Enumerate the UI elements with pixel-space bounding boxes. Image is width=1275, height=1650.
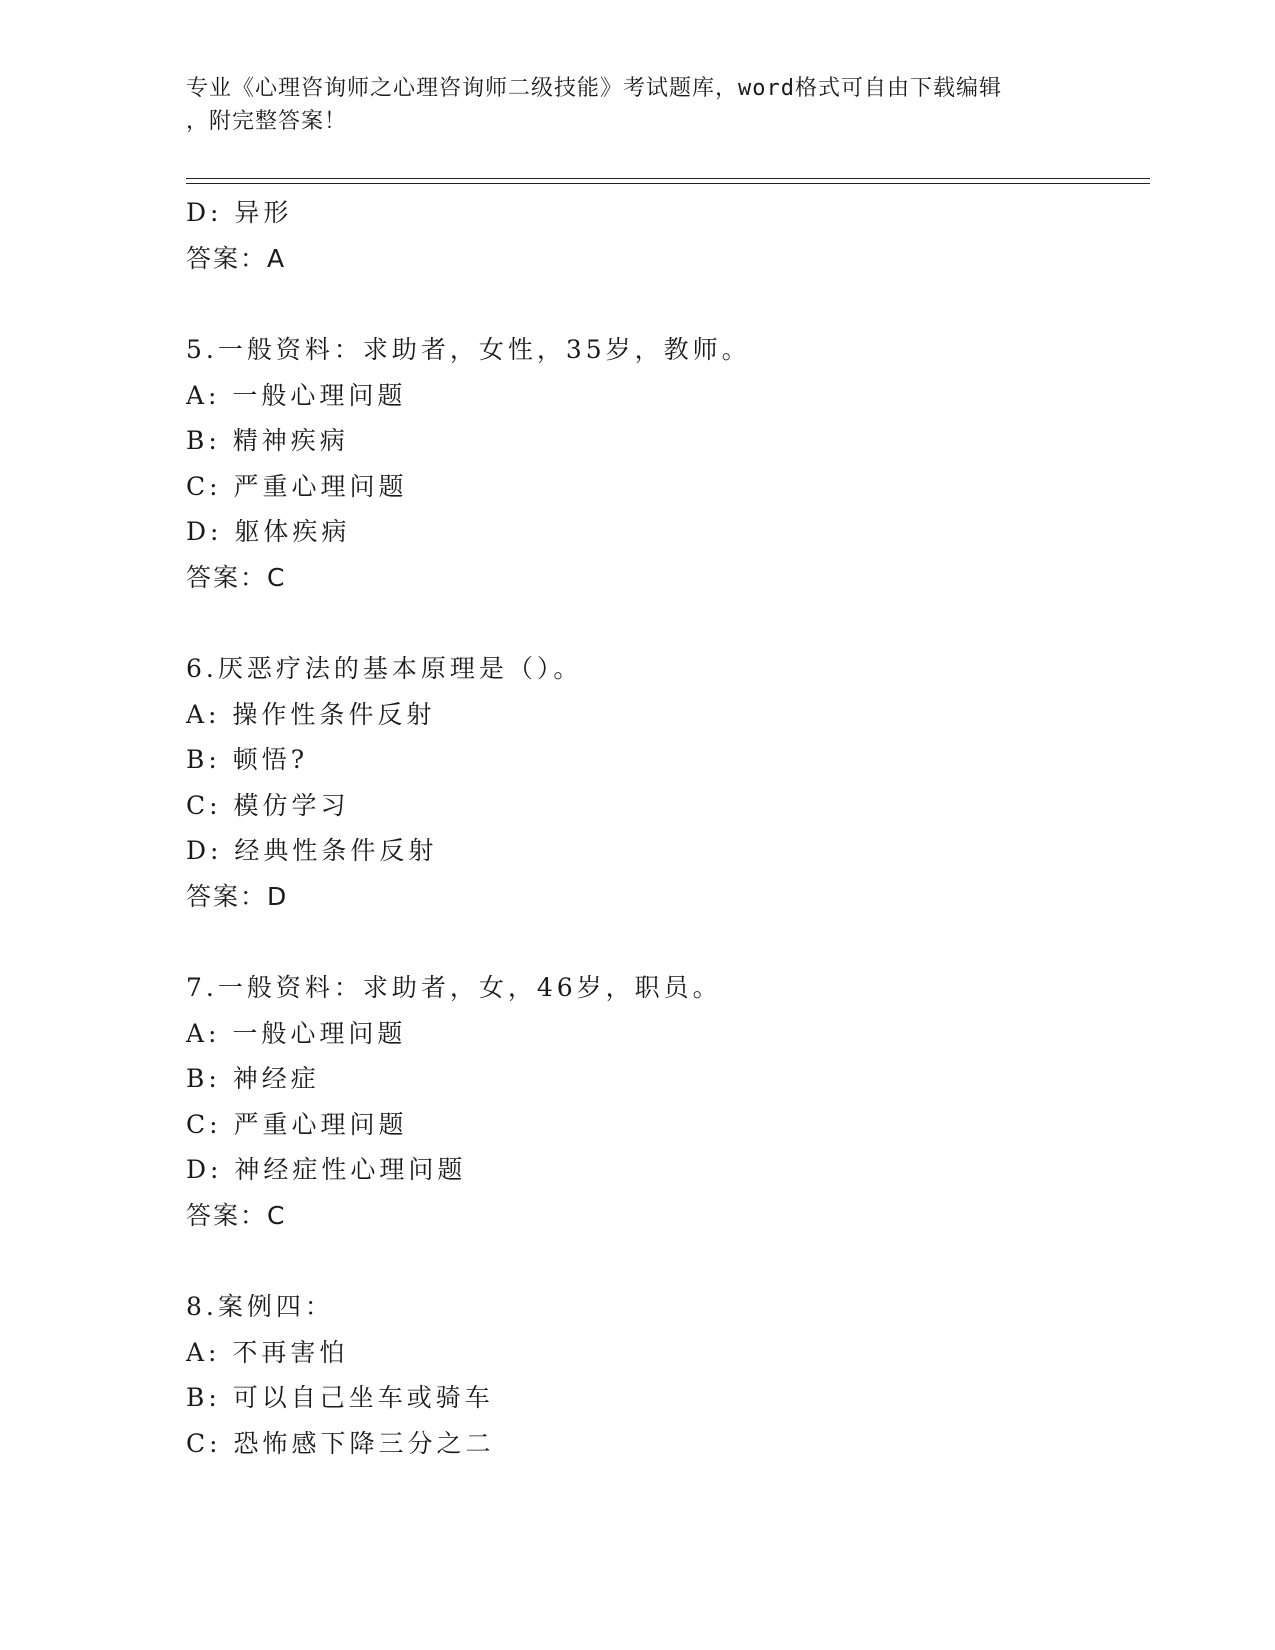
option-c: C: 模仿学习: [186, 790, 350, 820]
question-stem: 8.案例四：: [186, 1292, 334, 1321]
option-a: A: 一般心理问题: [186, 380, 407, 410]
option-d: D: 躯体疾病: [186, 517, 351, 546]
header-title-line-2: ，附完整答案！: [186, 109, 348, 134]
header-divider-top: [186, 178, 1150, 179]
answer-line: 答案：C: [186, 1200, 287, 1230]
option-d: D: 异形: [186, 198, 293, 227]
option-d: D: 经典性条件反射: [186, 836, 438, 865]
answer-line: 答案：C: [186, 562, 287, 592]
question-7: [186, 965, 1146, 1238]
option-b: B: 神经症: [186, 1064, 320, 1093]
spacer: [186, 281, 1146, 327]
header-title-line-1: 专业《心理咨询师之心理咨询师二级技能》考试题库，word格式可自由下载编辑: [186, 76, 1002, 101]
answer-line: 答案：D: [186, 881, 289, 911]
option-a: A: 操作性条件反射: [186, 699, 436, 729]
question-list: [186, 190, 1146, 1466]
header-divider-bottom: [186, 183, 1150, 184]
question-8: [186, 1284, 1146, 1466]
answer-line: 答案：A: [186, 243, 287, 273]
spacer: [186, 1238, 1146, 1284]
option-a: A: 不再害怕: [186, 1337, 349, 1367]
question-stem: 6.厌恶疗法的基本原理是（）。: [186, 654, 583, 683]
option-d: D: 神经症性心理问题: [186, 1155, 467, 1184]
option-a: A: 一般心理问题: [186, 1018, 407, 1048]
question-6: [186, 646, 1146, 919]
option-c: C: 恐怖感下降三分之二: [186, 1428, 495, 1458]
option-b: B: 精神疾病: [186, 426, 349, 455]
option-c: C: 严重心理问题: [186, 471, 408, 501]
document-header: [186, 72, 1066, 138]
question-5: [186, 327, 1146, 600]
spacer: [186, 919, 1146, 965]
option-b: B: 顿悟?: [186, 745, 309, 774]
question-stem: 7.一般资料：求助者，女，46岁，职员。: [186, 973, 722, 1002]
option-b: B: 可以自己坐车或骑车: [186, 1383, 494, 1412]
option-c: C: 严重心理问题: [186, 1109, 408, 1139]
spacer: [186, 600, 1146, 646]
question-stem: 5.一般资料：求助者，女性，35岁，教师。: [186, 335, 751, 364]
